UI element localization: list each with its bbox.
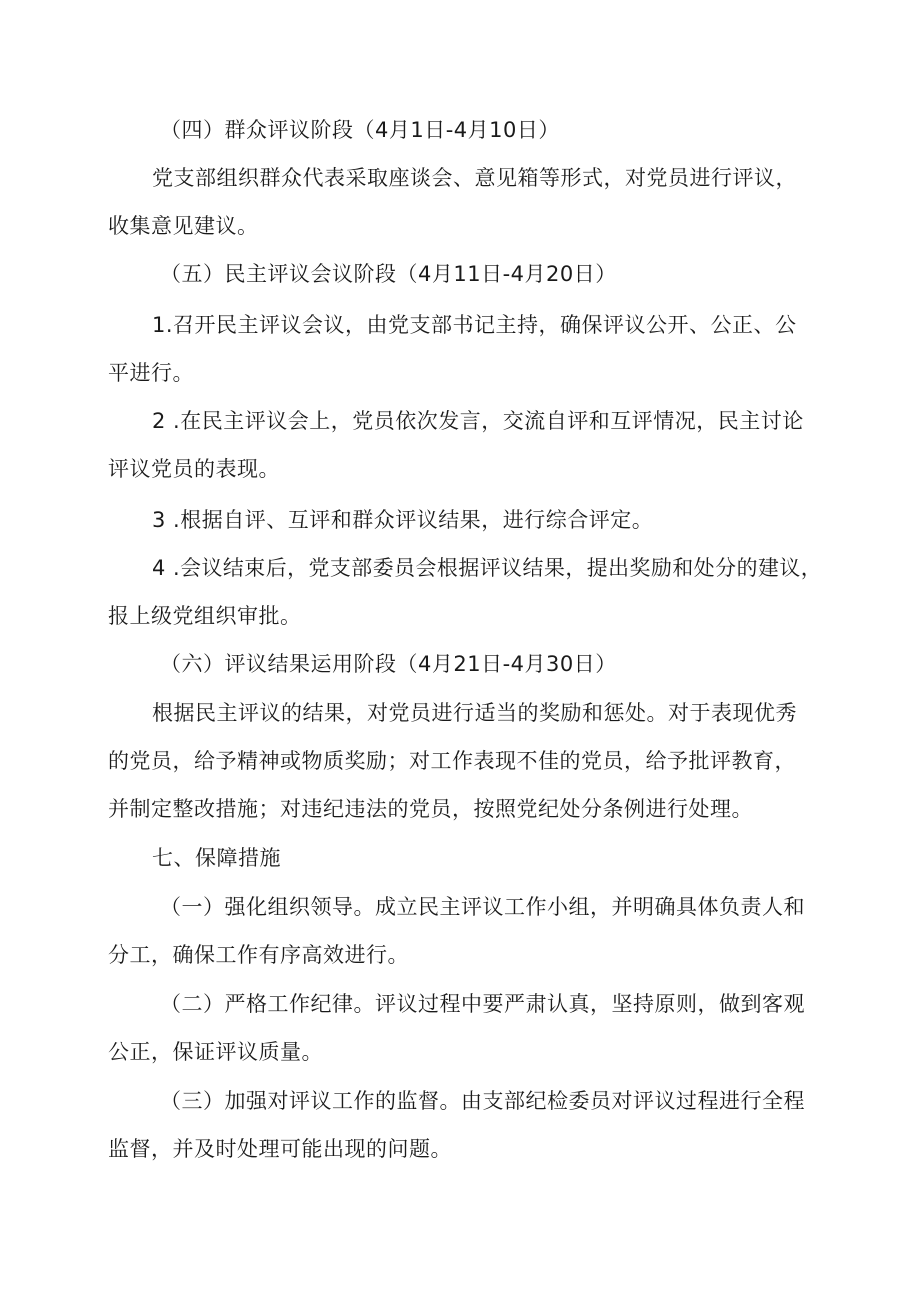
list-item-1: 1.召开民主评议会议，由党支部书记主持，确保评议公开、公正、公 — [152, 313, 797, 337]
paragraph-line: 的党员，给予精神或物质奖励；对工作表现不佳的党员，给予批评教育， — [108, 749, 796, 773]
section-heading-5: （五）民主评议会议阶段（4月11日-4月20日） — [160, 262, 617, 286]
list-item-4: 4 .会议结束后，党支部委员会根据评议结果，提出奖励和处分的建议， — [152, 556, 823, 580]
section-heading-6: （六）评议结果运用阶段（4月21日-4月30日） — [160, 652, 617, 676]
paragraph-line: 收集意见建议。 — [108, 214, 259, 238]
paragraph-line: 并制定整改措施；对违纪违法的党员，按照党纪处分条例进行处理。 — [108, 797, 753, 821]
section-heading-4: （四）群众评议阶段（4月1日-4月10日） — [160, 118, 560, 142]
paragraph-line: 根据民主评议的结果，对党员进行适当的奖励和惩处。对于表现优秀 — [152, 701, 797, 725]
paragraph-line: 公正，保证评议质量。 — [108, 1040, 323, 1064]
paragraph-line: 党支部组织群众代表采取座谈会、意见箱等形式，对党员进行评议， — [152, 166, 797, 190]
paragraph-line: 监督，并及时处理可能出现的问题。 — [108, 1137, 452, 1161]
list-item-2: 2 .在民主评议会上，党员依次发言，交流自评和互评情况，民主讨论 — [152, 409, 804, 433]
list-item-3: 3 .根据自评、互评和群众评议结果，进行综合评定。 — [152, 508, 654, 532]
paragraph-line: （一）强化组织领导。成立民主评议工作小组，并明确具体负责人和 — [160, 895, 805, 919]
paragraph-line: 报上级党组织审批。 — [108, 604, 302, 628]
paragraph-line: （三）加强对评议工作的监督。由支部纪检委员对评议过程进行全程 — [160, 1089, 805, 1113]
paragraph-line: 评议党员的表现。 — [108, 457, 280, 481]
section-heading-7: 七、保障措施 — [152, 846, 281, 870]
paragraph-line: 平进行。 — [108, 361, 194, 385]
paragraph-line: 分工，确保工作有序高效进行。 — [108, 943, 409, 967]
paragraph-line: （二）严格工作纪律。评议过程中要严肃认真，坚持原则，做到客观 — [160, 992, 805, 1016]
